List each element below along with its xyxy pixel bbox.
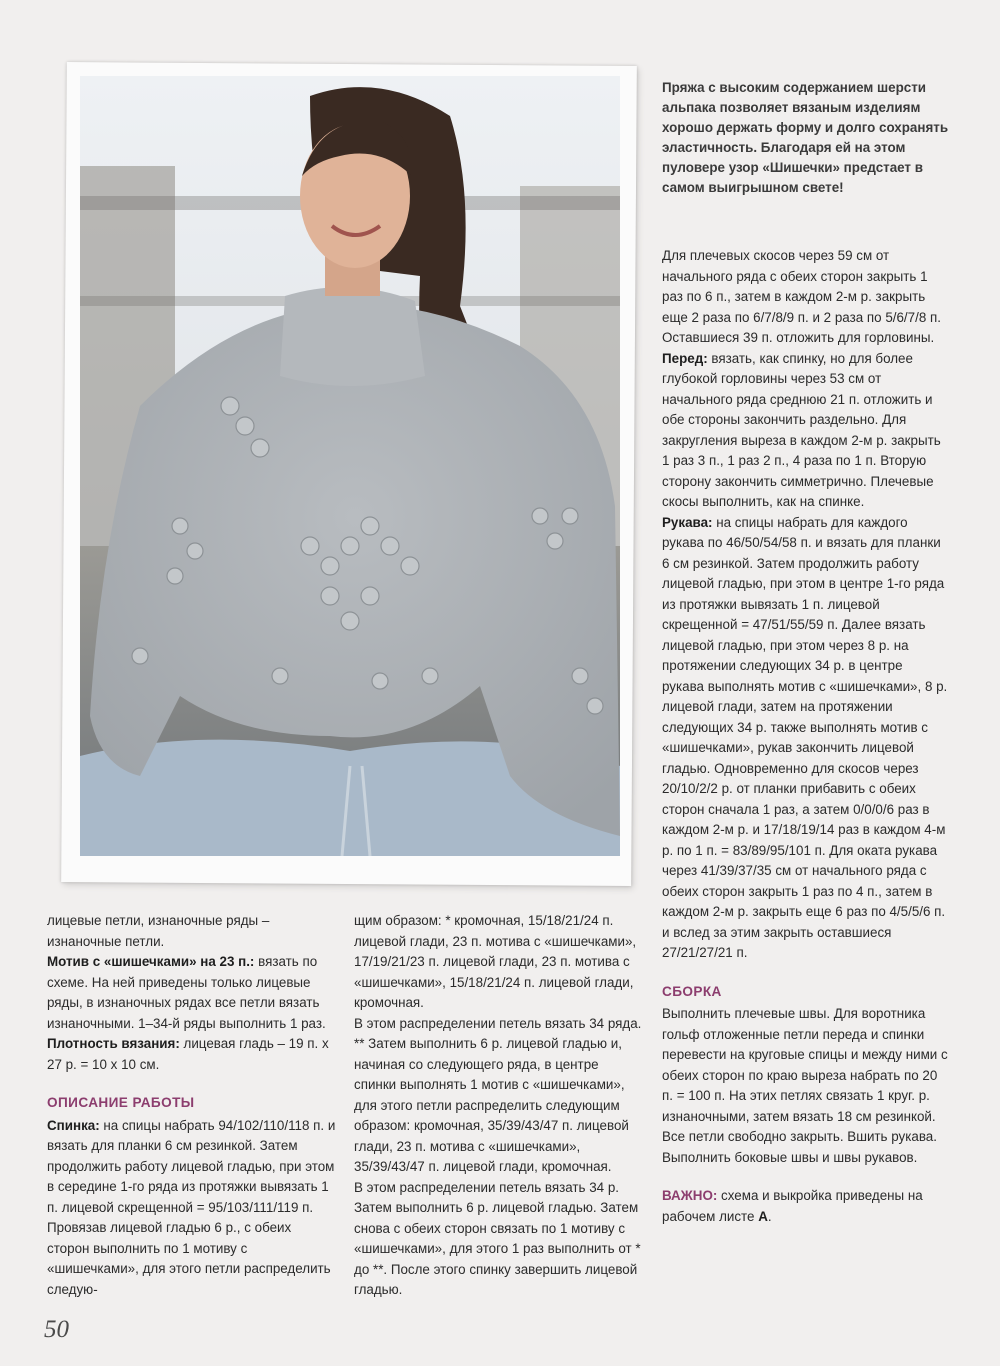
rows-paragraph: В этом распределении петель вязать 34 ряда. ** Затем выполнить 6 р. лицевой гладью и, начиная со следующего ряда, в центре спинки выполнять 1 мотив с «шишечками», для этого петли распределить следующим образом: кромочная, 35/39/43/47 п. лицевой глади, 23 п. мотива с «шишечками», 35/39/43/47 п. лицевой глади, кромочная. [354,1015,642,1174]
sleeves-paragraph [662,513,948,964]
shoulder-paragraph: Для плечевых скосов через 59 см от начального ряда с обеих сторон закрыть 1 раз по 6 п., затем в каждом 2-м р. закрыть еще 2 раза по 6/7/8/9 п. и 2 раза по 5/6/7/8 п. Оставшиеся 39 п. отложить для горловины. [662,248,941,345]
important-text: схема и выкройка приведены на рабочем листе [662,1188,923,1224]
assembly-paragraph: Выполнить плечевые швы. Для воротника гольф отложенные петли переда и спинки перевести на круговые спицы и между ними с обеих сторон по краю выреза набрать по 20 п. = 100 п. На этих петлях связать 1 круг. р. изнаночными, затем вязать 18 см резинкой. Все петли свободно закрыть. Вшить рукава. Выполнить боковые швы и швы рукавов. [662,1006,948,1165]
density-text: лицевая гладь – 19 п. х 27 р. = 10 х 10 см. [47,1036,329,1072]
back-paragraph [47,1116,337,1301]
stitch-paragraph: лицевые петли, изнаночные ряды – изнаночные петли. [47,913,270,949]
motif-text: вязать по схеме. На ней приведены только лицевые ряды, в изнаночных рядах все петли вязать изнаночными. 1–34-й ряды выполнить 1 раз. [47,954,326,1031]
motif-label: Мотив с «шишечками» на 23 п.: [47,954,255,969]
important-sheet: А [758,1208,768,1224]
front-paragraph [662,349,948,513]
back-text: на спицы набрать 94/102/110/118 п. и вязать для планки 6 см резинкой. Затем продолжить работу лицевой гладью, при этом в середине 1-го ряда из протяжки вывязать 1 п. лицевой скрещенной = 95/103/111/119 п. Провязав лицевой гладью 6 р., с обеих сторон выполнить по 1 мотиву с «шишечками», для этого петли распределить следую- [47,1117,336,1297]
density-paragraph [47,1034,337,1075]
page-number: 50 [44,1316,69,1343]
left-column [47,911,337,1300]
front-label: Перед: [662,350,708,366]
work-description-title: ОПИСАНИЕ РАБОТЫ [47,1095,195,1110]
sleeves-label: Рукава: [662,514,713,530]
right-column [662,246,948,1227]
model-photo [80,76,620,856]
sleeves-text: на спицы набрать для каждого рукава по 46/50/54/58 п. и вязать для планки 6 см резинкой. Затем продолжить работу лицевой гладью, при этом в центре 1-го ряда из протяжки вывязать 1 п. лицевой скрещенной = 47/51/55/59 п. Далее вязать лицевой гладью, при этом через 8 р. на протяжении следующих 34 р. в центре рукава выполнять мотив с «шишечками», 8 р. лицевой глади, затем на протяжении следующих 34 р. также выполнять мотив с «шишечками», рукав закончить лицевой гладью. Одновременно для скосов через 20/10/2/2 р. от планки прибавить с обеих сторон сначала 1 раз, а затем 0/0/0/6 раз в каждом 2-м р. и 17/18/19/14 раз в каждом 4-м р. по 1 п. = 83/89/95/101 п. Для оката рукава через 41/39/37/35 см от начального ряда с обеих сторон закрыть 1 раз по 4 п., затем в каждом 2-м р. закрыть еще 6 раз по 4/5/5/6 п. и вслед за этим закрыть оставшиеся 27/21/27/21 п. [662,514,948,960]
photo-illustration [80,76,620,856]
intro-text: Пряжа с высоким содержанием шерсти альпака позволяет вязаным изделиям хорошо держать форму и долго сохранять эластичность. Благодаря ей на этом пуловере узор «Шишечки» предстает в самом выигрышном свете! [662,80,949,195]
distribution-paragraph: щим образом: * кромочная, 15/18/21/24 п. лицевой глади, 23 п. мотива с «шишечками», 17/19/21/23 п. лицевой глади, 23 п. мотива с «шишечками», 15/18/21/24 п. лицевой глади, кромочная. [354,913,637,1010]
back-label: Спинка: [47,1117,100,1133]
important-paragraph [662,1186,948,1227]
assembly-title: СБОРКА [662,983,722,999]
front-text: вязать, как спинку, но для более глубокой горловины через 53 см от начального ряда среднюю 21 п. отложить и обе стороны закончить раздельно. Для закругления выреза в каждом 2-м р. закрыть 1 раз 3 п., 1 раз 2 п., 4 раза по 1 п. Вторую сторону закончить симметрично. Плечевые скосы выполнить, как на спинке. [662,350,941,509]
middle-column [354,911,644,1301]
finish-paragraph: В этом распределении петель вязать 34 р. Затем выполнить 6 р. лицевой гладью. Затем снова с обеих сторон связать по 1 мотиву с «шишечками», для этого 1 раз выполнить от * до **. После этого спинку завершить лицевой гладью. [354,1179,641,1297]
motif-paragraph [47,952,337,1034]
important-end: . [767,1208,772,1224]
density-label: Плотность вязания: [47,1036,180,1051]
important-label: ВАЖНО: [662,1188,718,1203]
